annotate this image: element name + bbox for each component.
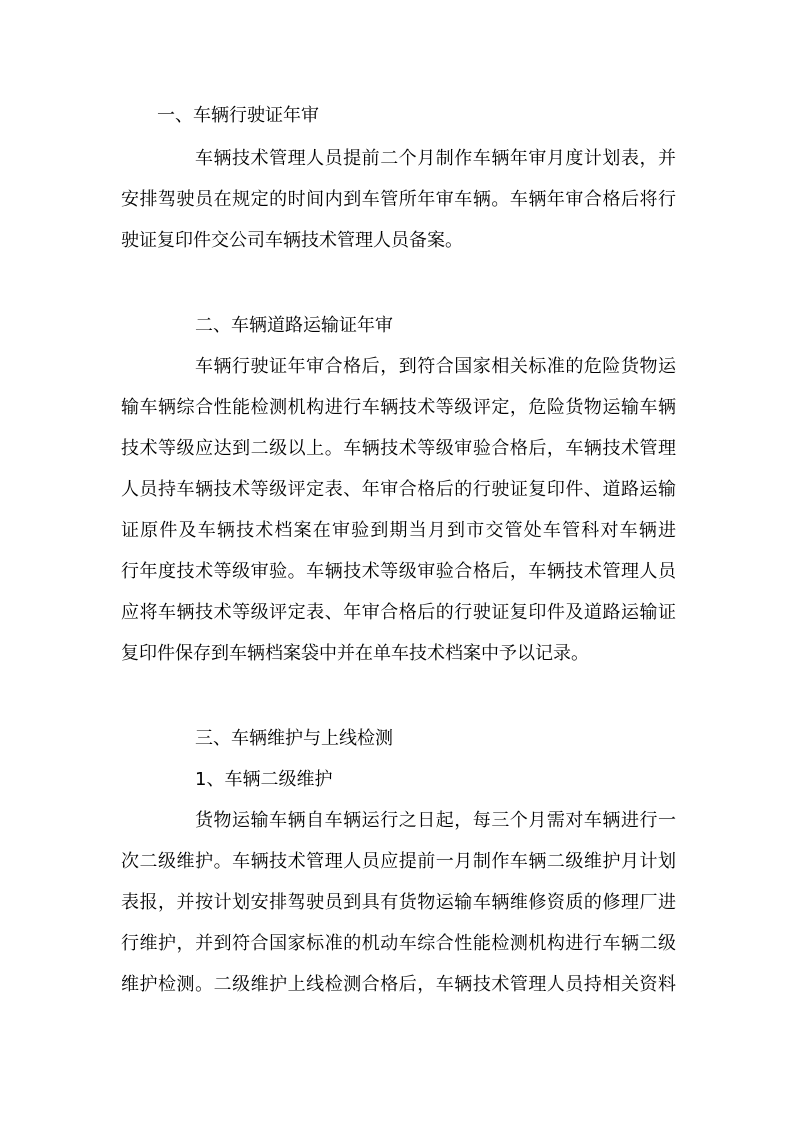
section3-heading: 三、车辆维护与上线检测 bbox=[195, 728, 393, 749]
section2-line-6: 行年度技术等级审验。车辆技术等级审验合格后，车辆技术管理人员 bbox=[121, 561, 676, 582]
section2-line-5: 证原件及车辆技术档案在审验到期当月到市交管处车管科对车辆进 bbox=[121, 520, 676, 541]
section2-line-1: 车辆行驶证年审合格后，到符合国家相关标准的危险货物运 bbox=[195, 356, 676, 377]
section3-line-2: 次二级维护。车辆技术管理人员应提前一月制作车辆二级维护月计划 bbox=[121, 851, 676, 872]
section1-heading: 一、车辆行驶证年审 bbox=[157, 105, 319, 126]
section3-line-3: 表报，并按计划安排驾驶员到具有货物运输车辆维修资质的修理厂进 bbox=[121, 892, 676, 913]
section2-heading: 二、车辆道路运输证年审 bbox=[195, 315, 393, 336]
section3-line-4: 行维护，并到符合国家标准的机动车综合性能检测机构进行车辆二级 bbox=[121, 933, 676, 954]
section1-line-1: 车辆技术管理人员提前二个月制作车辆年审月度计划表，并 bbox=[195, 148, 676, 169]
section3-line-1: 货物运输车辆自车辆运行之日起，每三个月需对车辆进行一 bbox=[195, 810, 676, 831]
section2-line-7: 应将车辆技术等级评定表、年审合格后的行驶证复印件及道路运输证 bbox=[121, 602, 676, 623]
section2-line-2: 输车辆综合性能检测机构进行车辆技术等级评定，危险货物运输车辆 bbox=[121, 397, 676, 418]
section2-line-8: 复印件保存到车辆档案袋中并在单车技术档案中予以记录。 bbox=[121, 643, 589, 664]
section1-line-3: 驶证复印件交公司车辆技术管理人员备案。 bbox=[121, 230, 463, 251]
section1-line-2: 安排驾驶员在规定的时间内到车管所年审车辆。车辆年审合格后将行 bbox=[121, 189, 676, 210]
section3-line-5: 维护检测。二级维护上线检测合格后，车辆技术管理人员持相关资料 bbox=[121, 974, 676, 995]
section2-line-4: 人员持车辆技术等级评定表、年审合格后的行驶证复印件、道路运输 bbox=[121, 479, 676, 500]
section3-subheading: 1、车辆二级维护 bbox=[195, 769, 333, 790]
section2-line-3: 技术等级应达到二级以上。车辆技术等级审验合格后，车辆技术管理 bbox=[121, 438, 676, 459]
